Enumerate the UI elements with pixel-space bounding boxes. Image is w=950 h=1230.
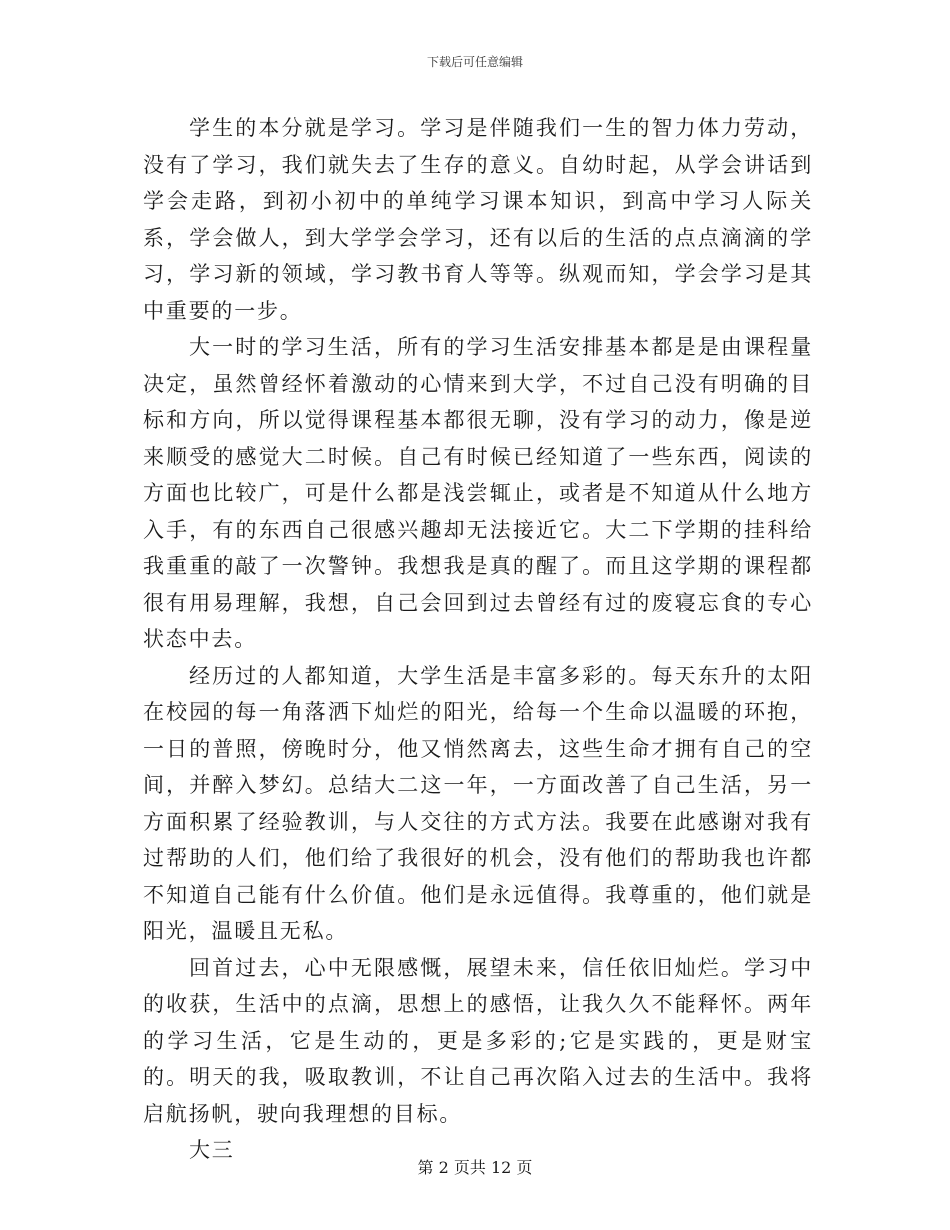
paragraph: 回首过去，心中无限感慨，展望未来，信任依旧灿烂。学习中的收获，生活中的点滴，思想上的感悟，让我久久不能释怀。两年的学习生活，它是生动的，更是多彩的;它是实践的，更是财宝的。明天的我，吸取教训，不让自己再次陷入过去的生活中。我将启航扬帆，驶向我理想的目标。 [143,955,813,1126]
section-heading: 大三 [189,1138,235,1162]
paragraph: 大一时的学习生活，所有的学习生活安排基本都是是由课程量决定，虽然曾经怀着激动的心情来到大学，不过自己没有明确的目标和方向，所以觉得课程基本都很无聊，没有学习的动力，像是逆来顺受的感觉大二时候。自己有时候已经知道了一些东西，阅读的方面也比较广，可是什么都是浅尝辄止，或者是不知道从什么地方入手，有的东西自己很感兴趣却无法接近它。大二下学期的挂科给我重重的敲了一次警钟。我想我是真的醒了。而且这学期的课程都很有用易理解，我想，自己会回到过去曾经有过的废寝忘食的专心状态中去。 [143,335,813,651]
page-number-footer: 第 2 页共 12 页 [417,1158,533,1177]
paragraph: 学生的本分就是学习。学习是伴随我们一生的智力体力劳动，没有了学习，我们就失去了生存的意义。自幼时起，从学会讲话到学会走路，到初小初中的单纯学习课本知识，到高中学习人际关系，学会做人，到大学学会学习，还有以后的生活的点点滴滴的学习，学习新的领域，学习教书育人等等。纵观而知，学会学习是其中重要的一步。 [143,116,813,323]
document-body [143,110,813,1169]
paragraph: 经历过的人都知道，大学生活是丰富多彩的。每天东升的太阳在校园的每一角落洒下灿烂的阳光，给每一个生命以温暖的环抱，一日的普照，傍晚时分，他又悄然离去，这些生命才拥有自己的空间，并醉入梦幻。总结大二这一年，一方面改善了自己生活，另一方面积累了经验教训，与人交往的方式方法。我要在此感谢对我有过帮助的人们，他们给了我很好的机会，没有他们的帮助我也许都不知道自己能有什么价值。他们是永远值得。我尊重的，他们就是阳光，温暖且无私。 [143,663,813,943]
page-header-note: 下载后可任意编辑 [426,55,523,69]
